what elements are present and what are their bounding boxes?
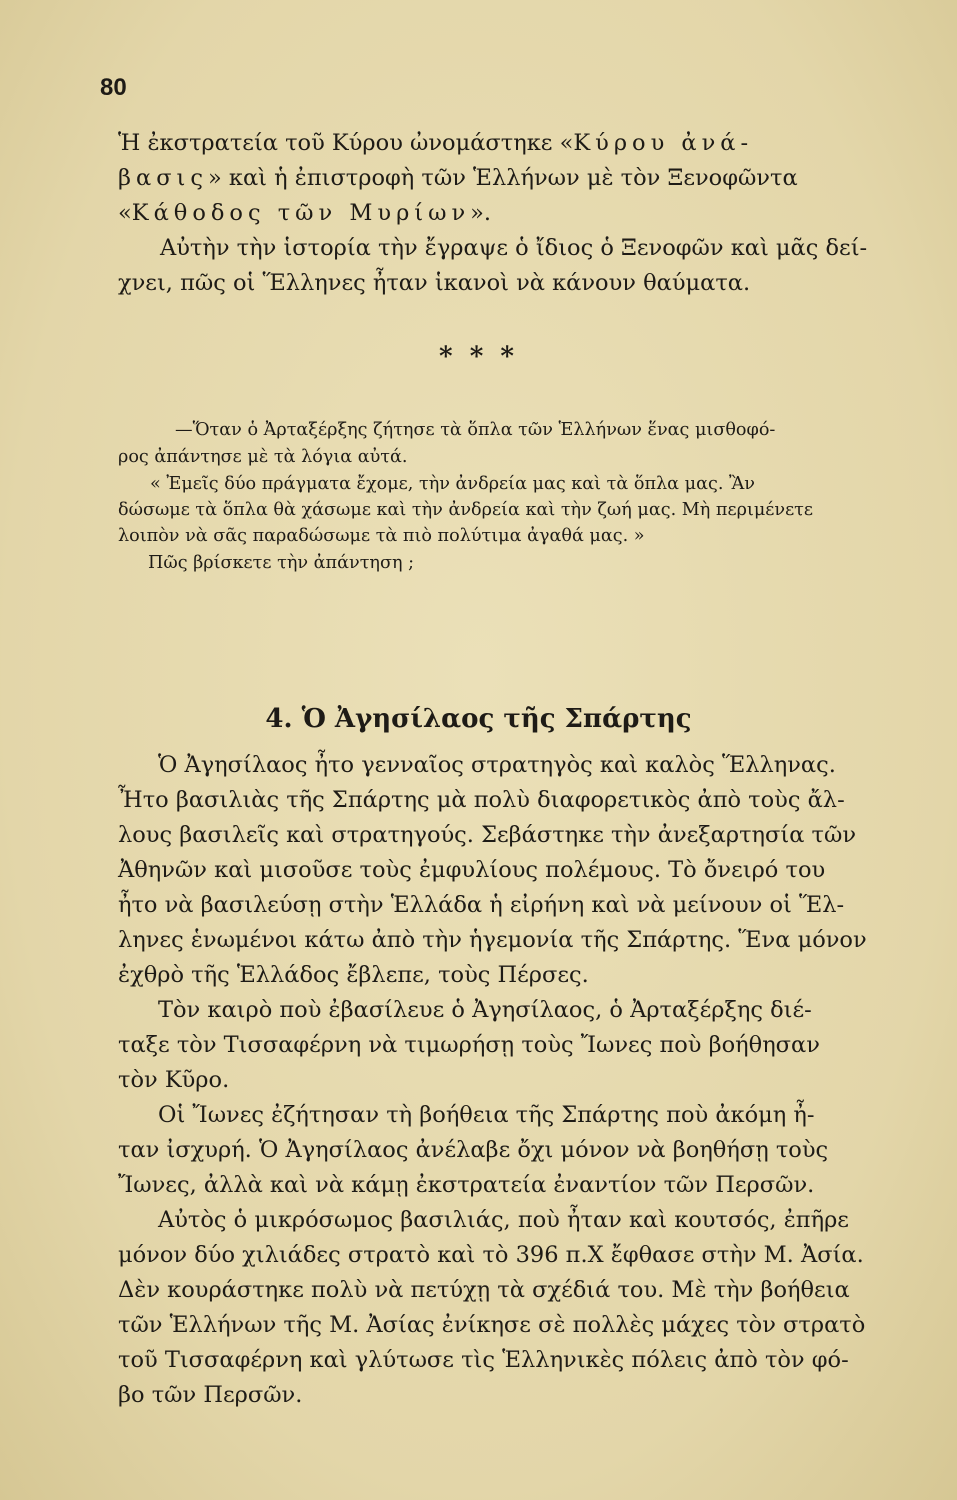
title-emphasis: βασις (118, 165, 208, 191)
body-line: ἦτο νὰ βασιλεύσῃ στὴν Ἑλλάδα ἡ εἰρήνη καὶ νὰ μείνουν οἱ Ἕλ- (118, 892, 845, 918)
intro-line-4: Αὐτὴν τὴν ἱστορία τὴν ἔγραψε ὁ ἴδιος ὁ Ξενοφῶν καὶ μᾶς δεί- (160, 235, 868, 261)
intro-line-3: «Κάθοδος τῶν Μυρίων». (118, 200, 492, 226)
body-line: ἐχθρὸ τῆς Ἑλλάδος ἔβλεπε, τοὺς Πέρσες. (118, 962, 589, 988)
body-line: Οἱ Ἴωνες ἐζήτησαν τὴ βοήθεια τῆς Σπάρτης ποὺ ἀκόμη ἦ- (158, 1102, 815, 1128)
body-line: ταξε τὸν Τισσαφέρνη νὰ τιμωρήσῃ τοὺς Ἴωνες ποὺ βοήθησαν (118, 1032, 820, 1058)
section-heading: 4. Ὁ Ἀγησίλαος τῆς Σπάρτης (265, 704, 692, 734)
intro-line-5: χνει, πῶς οἱ Ἕλληνες ἦταν ἱκανοὶ νὰ κάνουν θαύματα. (118, 270, 751, 296)
body-line: βο τῶν Περσῶν. (118, 1382, 303, 1408)
body-line: Ἴωνες, ἀλλὰ καὶ νὰ κάμῃ ἐκστρατεία ἐναντίον τῶν Περσῶν. (118, 1172, 815, 1198)
body-line: Ἀθηνῶν καὶ μισοῦσε τοὺς ἐμφυλίους πολέμους. Τὸ ὄνειρό του (118, 857, 826, 883)
anecdote-line: λοιπὸν νὰ σᾶς παραδώσωμε τὰ πιὸ πολύτιμα ἀγαθά μας. » (118, 526, 645, 546)
title-emphasis: Κύρου ἀνά- (573, 130, 754, 156)
body-line: τῶν Ἑλλήνων τῆς Μ. Ἀσίας ἐνίκησε σὲ πολλὲς μάχες τὸν στρατὸ (118, 1312, 866, 1338)
intro-line-1: Ἡ ἐκστρατεία τοῦ Κύρου ὠνομάστηκε «Κύρου ἀνά- (118, 130, 754, 156)
anecdote-line: ρος ἀπάντησε μὲ τὰ λόγια αὐτά. (118, 447, 408, 467)
body-line: μόνον δύο χιλιάδες στρατὸ καὶ τὸ 396 π.Χ ἔφθασε στὴν Μ. Ἀσία. (118, 1242, 864, 1268)
intro-line-2: βασις» καὶ ἡ ἐπιστροφὴ τῶν Ἑλλήνων μὲ τὸν Ξενοφῶντα (118, 165, 798, 191)
body-line: ταν ἰσχυρή. Ὁ Ἀγησίλαος ἀνέλαβε ὄχι μόνον νὰ βοηθήσῃ τοὺς (118, 1137, 829, 1163)
anecdote-line: δώσωμε τὰ ὅπλα θὰ χάσωμε καὶ τὴν ἀνδρεία καὶ τὴν ζωή μας. Μὴ περιμένετε (118, 500, 814, 520)
body-line: Τὸν καιρὸ ποὺ ἐβασίλευε ὁ Ἀγησίλαος, ὁ Ἀρταξέρξης διέ- (158, 997, 812, 1023)
anecdote-question: Πῶς βρίσκετε τὴν ἀπάντηση ; (148, 553, 415, 573)
asterism-separator: * * * (439, 342, 518, 372)
body-line: Δὲν κουράστηκε πολὺ νὰ πετύχῃ τὰ σχέδιά του. Μὲ τὴν βοήθεια (118, 1277, 850, 1303)
anecdote-line: « Ἐμεῖς δύο πράγματα ἔχομε, τὴν ἀνδρεία μας καὶ τὰ ὅπλα μας. Ἂν (150, 474, 755, 494)
title-emphasis: Κάθοδος τῶν Μυρίων (131, 200, 471, 226)
body-line: ληνες ἑνωμένοι κάτω ἀπὸ τὴν ἡγεμονία τῆς Σπάρτης. Ἕνα μόνον (118, 927, 867, 953)
body-line: Ὁ Ἀγησίλαος ἦτο γενναῖος στρατηγὸς καὶ καλὸς Ἕλληνας. (158, 752, 836, 778)
body-line: Αὐτὸς ὁ μικρόσωμος βασιλιάς, ποὺ ἦταν καὶ κουτσός, ἐπῆρε (158, 1207, 849, 1233)
page-number: 80 (100, 74, 127, 101)
body-line: λους βασιλεῖς καὶ στρατηγούς. Σεβάστηκε τὴν ἀνεξαρτησία τῶν (118, 822, 857, 848)
body-line: τὸν Κῦρο. (118, 1067, 230, 1093)
body-line: Ἦτο βασιλιὰς τῆς Σπάρτης μὰ πολὺ διαφορετικὸς ἀπὸ τοὺς ἄλ- (118, 787, 845, 813)
anecdote-line: —Ὅταν ὁ Ἀρταξέρξης ζήτησε τὰ ὅπλα τῶν Ἑλλήνων ἕνας μισθοφό- (175, 420, 776, 440)
body-line: τοῦ Τισσαφέρνη καὶ γλύτωσε τὶς Ἑλληνικὲς πόλεις ἀπὸ τὸν φό- (118, 1347, 849, 1373)
